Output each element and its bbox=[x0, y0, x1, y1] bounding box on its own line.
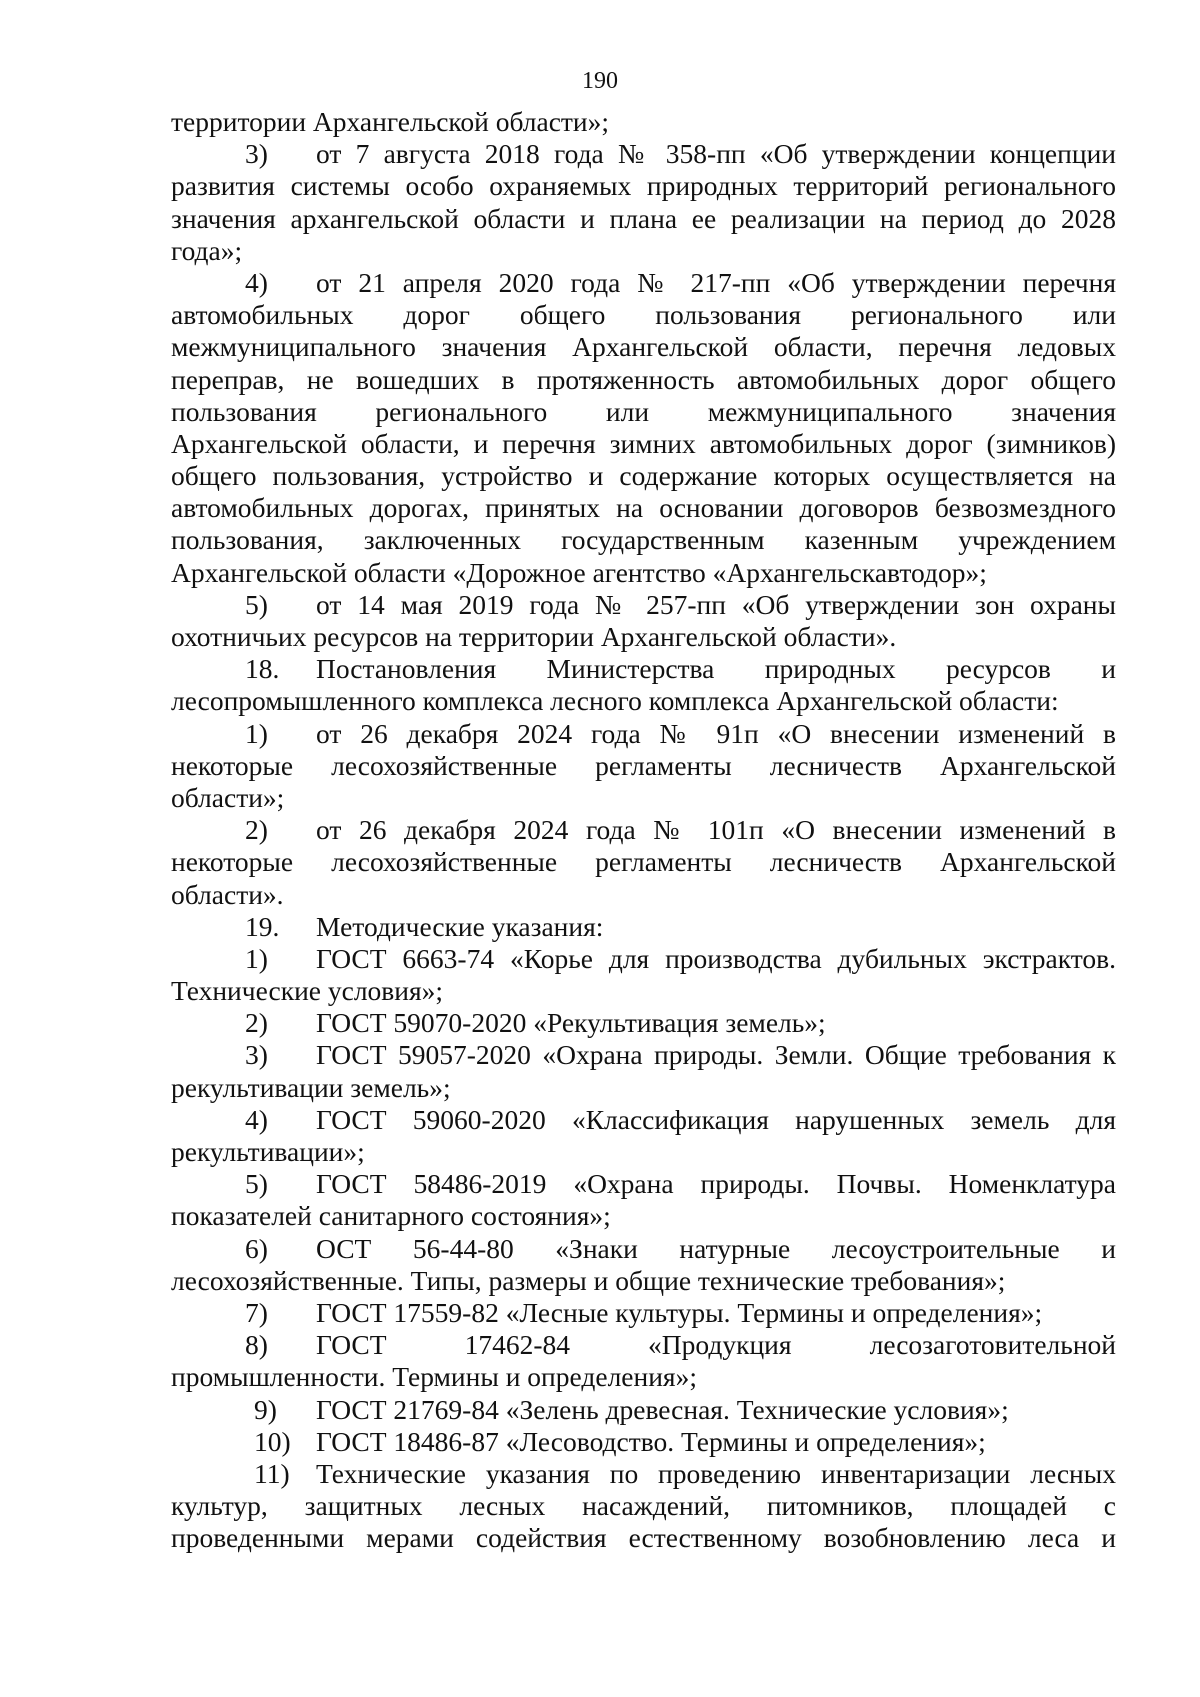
text-line: ГОСТ 59057-2020 «Охрана природы. Земли. Общие требования к bbox=[316, 1039, 1116, 1071]
list-item bbox=[171, 1329, 1116, 1361]
text-line: от 21 апреля 2020 года № 217-пп «Об утверждении перечня bbox=[316, 266, 1116, 298]
text-line: показателей санитарного состояния»; bbox=[171, 1200, 611, 1232]
text-line: лесопромышленного комплекса лесного комплекса Архангельской области: bbox=[171, 685, 1059, 717]
list-marker: 1) bbox=[245, 942, 268, 974]
section-number: 19. bbox=[245, 910, 280, 942]
list-marker: 2) bbox=[245, 814, 268, 846]
list-item bbox=[171, 1426, 1116, 1458]
list-item bbox=[171, 1458, 1116, 1490]
page-number: 190 bbox=[582, 68, 618, 94]
text-line: проведенными мерами содействия естественному возобновлению леса и bbox=[171, 1522, 1116, 1554]
text-line: года»; bbox=[171, 234, 243, 266]
text-line: ГОСТ 17559-82 «Лесные культуры. Термины и определения»; bbox=[316, 1296, 1043, 1328]
text-line: лесохозяйственные. Типы, размеры и общие технические требования»; bbox=[171, 1264, 1006, 1296]
list-marker: 1) bbox=[245, 717, 268, 749]
list-marker: 3) bbox=[245, 1039, 268, 1071]
list-marker: 5) bbox=[245, 1168, 268, 1200]
text-line: общего пользования, устройство и содержание которых осуществляется на bbox=[171, 460, 1116, 492]
list-item bbox=[171, 1007, 1116, 1039]
text-line: Архангельской области «Дорожное агентство «Архангельскавтодор»; bbox=[171, 556, 987, 588]
text-line: ГОСТ 58486-2019 «Охрана природы. Почвы. Номенклатура bbox=[316, 1168, 1116, 1200]
text-line: Постановления Министерства природных ресурсов и bbox=[316, 653, 1116, 685]
text-line: межмуниципального значения Архангельской области, перечня ледовых bbox=[171, 331, 1116, 363]
text-line: промышленности. Термины и определения»; bbox=[171, 1361, 697, 1393]
list-item bbox=[171, 589, 1116, 621]
list-marker: 5) bbox=[245, 588, 268, 620]
list-item bbox=[171, 1168, 1116, 1200]
list-marker: 6) bbox=[245, 1232, 268, 1264]
text-line: некоторые лесохозяйственные регламенты лесничеств Архангельской bbox=[171, 749, 1116, 781]
list-marker: 9) bbox=[254, 1393, 277, 1425]
text-line: ГОСТ 17462-84 «Продукция лесозаготовительной bbox=[316, 1329, 1116, 1361]
text-line: значения архангельской области и плана ее реализации на период до 2028 bbox=[171, 202, 1116, 234]
list-item bbox=[171, 138, 1116, 170]
text-line: пользования, заключенных государственным казенным учреждением bbox=[171, 524, 1116, 556]
text-line: ГОСТ 21769-84 «Зелень древесная. Технические условия»; bbox=[316, 1393, 1009, 1425]
text-line: от 14 мая 2019 года № 257-пп «Об утверждении зон охраны bbox=[316, 588, 1116, 620]
section-heading bbox=[171, 653, 1116, 685]
list-item bbox=[171, 814, 1116, 846]
document-body bbox=[171, 106, 1116, 1554]
text-line: автомобильных дорогах, принятых на основании договоров безвозмездного bbox=[171, 492, 1116, 524]
list-marker: 7) bbox=[245, 1296, 268, 1328]
section-number: 18. bbox=[245, 653, 280, 685]
list-item bbox=[171, 1039, 1116, 1071]
list-marker: 2) bbox=[245, 1007, 268, 1039]
list-item bbox=[171, 1233, 1116, 1265]
text-line: области»; bbox=[171, 781, 285, 813]
list-marker: 3) bbox=[245, 138, 268, 170]
list-item bbox=[171, 943, 1116, 975]
text-line: охотничьих ресурсов на территории Архангельской области». bbox=[171, 621, 897, 652]
text-line: области». bbox=[171, 878, 284, 910]
text-line: Технические указания по проведению инвентаризации лесных bbox=[316, 1457, 1116, 1489]
section-heading bbox=[171, 911, 1116, 943]
text-line: культур, защитных лесных насаждений, питомников, площадей с bbox=[171, 1490, 1116, 1522]
list-marker: 8) bbox=[245, 1329, 268, 1361]
text-line: некоторые лесохозяйственные регламенты лесничеств Архангельской bbox=[171, 846, 1116, 878]
list-marker: 10) bbox=[254, 1425, 291, 1457]
text-line: территории Архангельской области»; bbox=[171, 106, 610, 137]
list-marker: 4) bbox=[245, 266, 268, 298]
text-line: от 26 декабря 2024 года № 91п «О внесении изменений в bbox=[316, 717, 1116, 749]
list-item bbox=[171, 1394, 1116, 1426]
list-item bbox=[171, 267, 1116, 299]
text-line: рекультивации земель»; bbox=[171, 1071, 451, 1103]
text-line: ОСТ 56-44-80 «Знаки натурные лесоустроительные и bbox=[316, 1232, 1116, 1264]
text-line: Методические указания: bbox=[316, 910, 604, 942]
text-line: переправ, не вошедших в протяженность автомобильных дорог общего bbox=[171, 363, 1116, 395]
text-line: ГОСТ 59060-2020 «Классификация нарушенных земель для bbox=[316, 1103, 1116, 1135]
list-marker: 11) bbox=[254, 1457, 290, 1489]
text-line: от 26 декабря 2024 года № 101п «О внесении изменений в bbox=[316, 814, 1116, 846]
text-line: Технические условия»; bbox=[171, 975, 444, 1007]
text-line: ГОСТ 6663-74 «Корье для производства дубильных экстрактов. bbox=[316, 942, 1116, 974]
text-line: Архангельской области, и перечня зимних автомобильных дорог (зимников) bbox=[171, 427, 1116, 459]
text-line: автомобильных дорог общего пользования регионального или bbox=[171, 299, 1116, 331]
list-item bbox=[171, 1297, 1116, 1329]
text-line: ГОСТ 18486-87 «Лесоводство. Термины и определения»; bbox=[316, 1425, 986, 1457]
text-line: от 7 августа 2018 года № 358-пп «Об утверждении концепции bbox=[316, 138, 1116, 170]
list-marker: 4) bbox=[245, 1103, 268, 1135]
text-line: развития системы особо охраняемых природных территорий регионального bbox=[171, 170, 1116, 202]
list-item bbox=[171, 1104, 1116, 1136]
text-line: рекультивации»; bbox=[171, 1136, 365, 1167]
text-line: пользования регионального или межмуниципального значения bbox=[171, 395, 1116, 427]
list-item bbox=[171, 718, 1116, 750]
text-line: ГОСТ 59070-2020 «Рекультивация земель»; bbox=[316, 1007, 826, 1039]
